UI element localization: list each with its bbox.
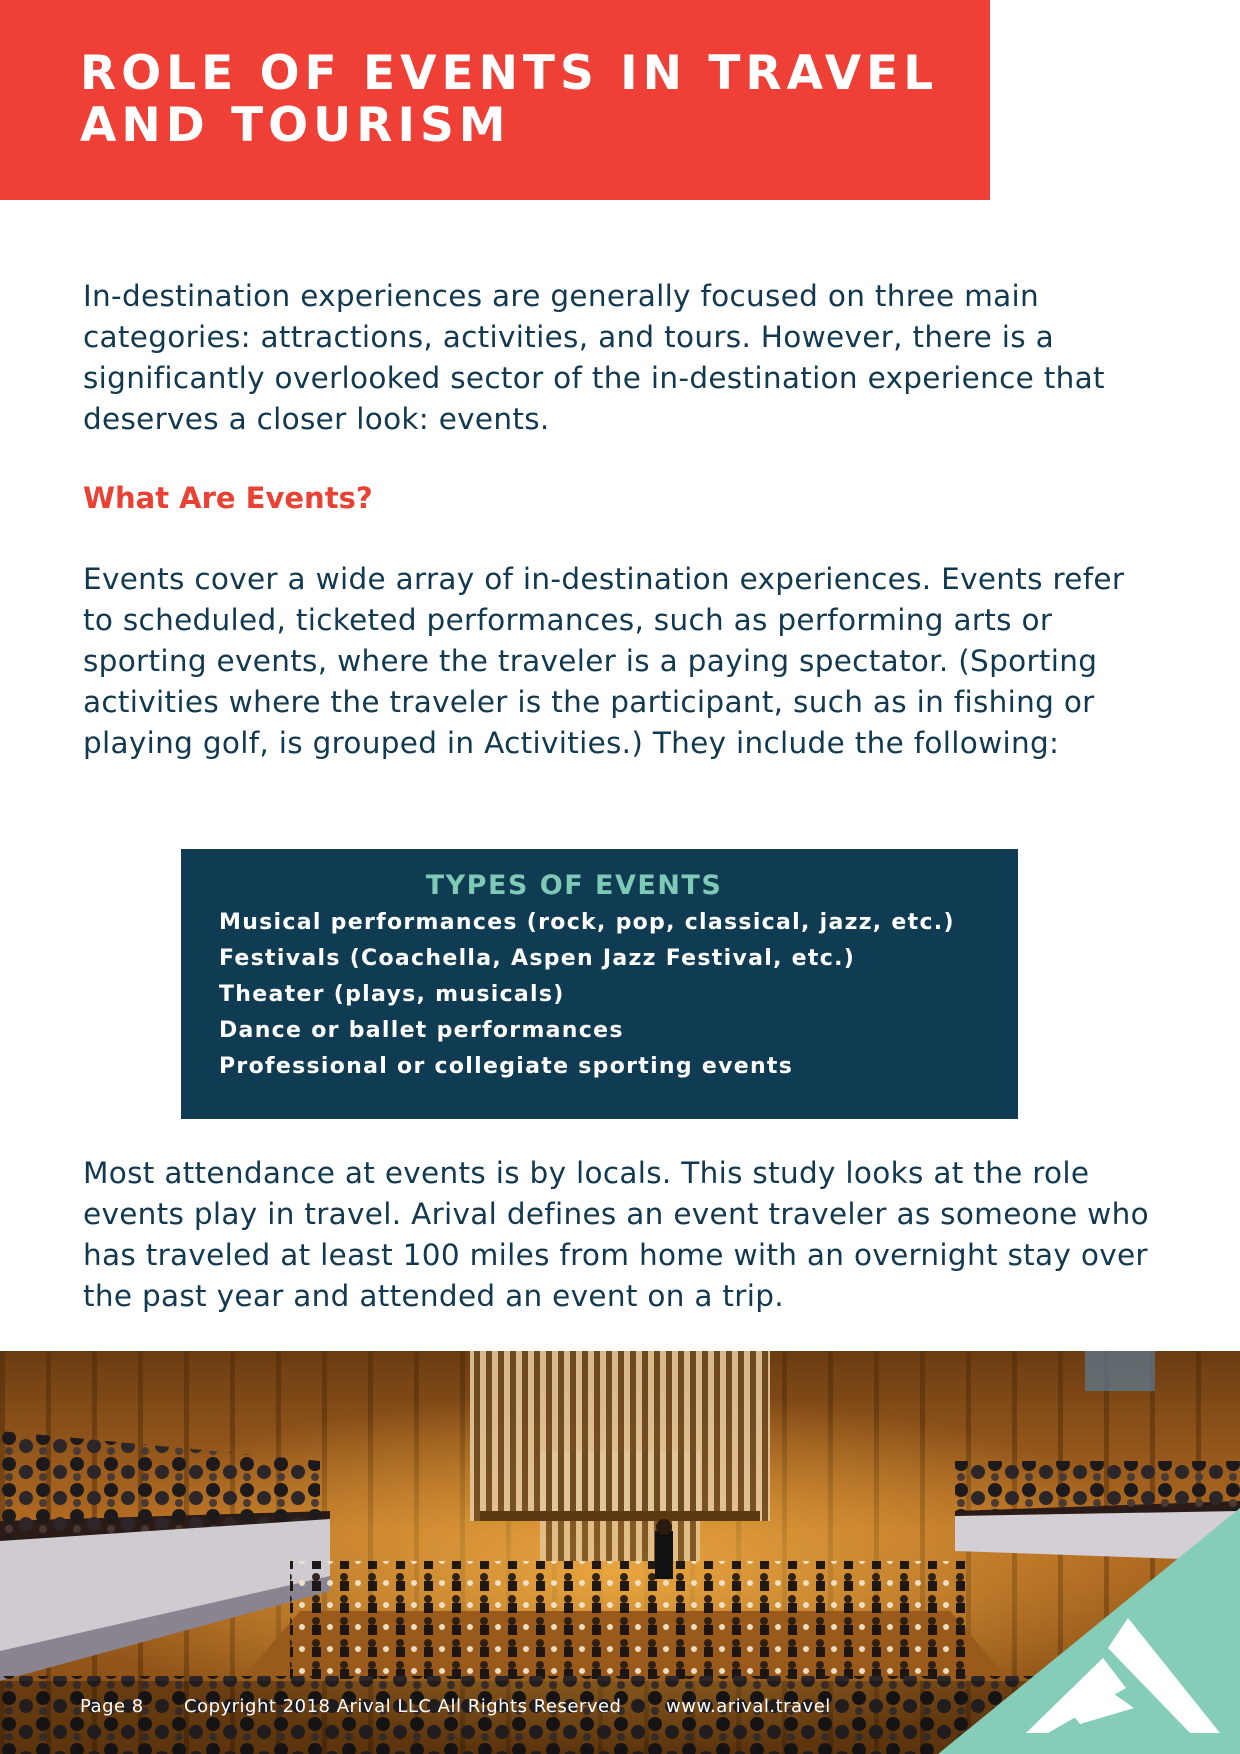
list-item: Musical performances (rock, pop, classical, jazz, etc.) (219, 910, 955, 935)
list-item: Dance or ballet performances (219, 1018, 624, 1043)
arival-logo-icon (938, 1508, 1240, 1754)
footer-copyright: Copyright 2018 Arival LLC All Rights Reserved (184, 1696, 622, 1717)
footer-url-link[interactable]: www.arival.travel (666, 1696, 831, 1717)
page-title: ROLE OF EVENTS IN TRAVEL AND TOURISM (80, 46, 939, 153)
section-heading: What Are Events? (83, 481, 373, 515)
types-of-events-box (181, 849, 1018, 1119)
intro-paragraph: In-destination experiences are generally focused on three main categories: attractions, activities, and tours. However, there is a significantly overlooked sector of the in-destination experience that deserves a closer look: events. (83, 279, 1105, 436)
attendance-paragraph: Most attendance at events is by locals. This study looks at the role events play in travel. Arival defines an event traveler as someone who has traveled at least 100 miles from home with an overnight stay over the past year and attended an event on a trip. (83, 1156, 1149, 1313)
types-list (219, 905, 955, 1085)
list-item: Theater (plays, musicals) (219, 982, 565, 1007)
list-item: Festivals (Coachella, Aspen Jazz Festival, etc.) (219, 946, 856, 971)
events-paragraph: Events cover a wide array of in-destination experiences. Events refer to scheduled, ticketed performances, such as performing arts or sporting events, where the traveler is a paying spectator. (Sporting activities where the traveler is the participant, such as in fishing or playing golf, is grouped in Activities.) They include the following: (83, 562, 1125, 760)
types-box-title: TYPES OF EVENTS (425, 870, 723, 901)
footer-page-number: Page 8 (80, 1696, 144, 1717)
title-banner (0, 0, 990, 200)
list-item: Professional or collegiate sporting events (219, 1054, 794, 1079)
